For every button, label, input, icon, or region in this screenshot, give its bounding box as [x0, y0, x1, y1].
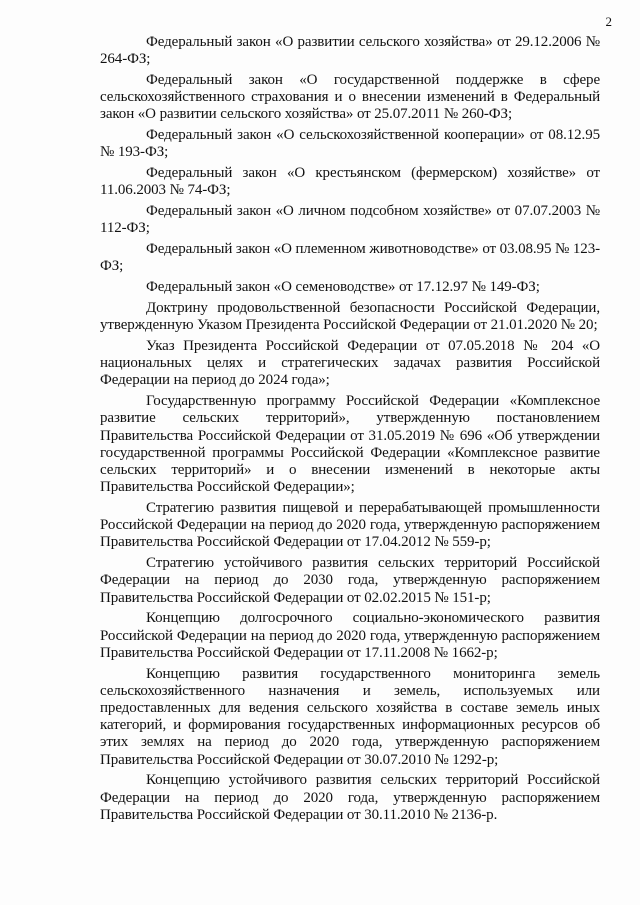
paragraph-law-farm-household: Федеральный закон «О крестьянском (фермерском) хозяйстве» от 11.06.2003 № 74-ФЗ; [100, 165, 600, 199]
paragraph-rural-sustainable-concept: Концепцию устойчивого развития сельских территорий Российской Федерации на период до 2020 года, утвержденную распоряжением Правительства Российской Федерации от 30.11.2010 № 2136-р. [100, 772, 600, 823]
paragraph-law-agri-cooperation: Федеральный закон «О сельскохозяйственной кооперации» от 08.12.95 № 193-ФЗ; [100, 127, 600, 161]
paragraph-rural-development-strategy: Стратегию устойчивого развития сельских территорий Российской Федерации на период до 2030 года, утвержденную распоряжением Правительства Российской Федерации от 02.02.2015 № 151-р; [100, 555, 600, 606]
paragraph-food-industry-strategy: Стратегию развития пищевой и перерабатывающей промышленности Российской Федерации на период до 2020 года, утвержденную распоряжением Правительства Российской Федерации от 17.04.2012 № 559-р; [100, 500, 600, 551]
paragraph-state-program-rural: Государственную программу Российской Федерации «Комплексное развитие сельских территорий», утвержденную постановлением Правительства Российской Федерации от 31.05.2019 № 696 «Об утверждении государственной программы Российской Федерации «Комплексное развитие сельских территорий» и о внесении изменений в некоторые акты Правительства Российской Федерации»; [100, 393, 600, 496]
paragraph-law-agri-insurance: Федеральный закон «О государственной поддержке в сфере сельскохозяйственного страхования и о внесении изменений в Федеральный закон «О развитии сельского хозяйства» от 25.07.2011 № 260-ФЗ; [100, 72, 600, 123]
page-number: 2 [605, 14, 612, 29]
paragraph-law-agriculture-development: Федеральный закон «О развитии сельского хозяйства» от 29.12.2006 № 264-ФЗ; [100, 34, 600, 68]
paragraph-law-seed-production: Федеральный закон «О семеноводстве» от 17.12.97 № 149-ФЗ; [146, 279, 540, 296]
paragraph-land-monitoring-concept: Концепцию развития государственного мониторинга земель сельскохозяйственного назначения и земель, используемых или предоставленных для ведения сельского хозяйства в составе земель иных категорий, и формирования государственных информационных ресурсов об этих землях на период до 2020 года, утвержденную распоряжением Правительства Российской Федерации от 30.07.2010 № 1292-р; [100, 665, 600, 768]
paragraph-long-term-concept: Концепцию долгосрочного социально-экономического развития Российской Федерации на период до 2020 года, утвержденную распоряжением Правительства Российской Федерации от 17.11.2008 № 1662-р; [100, 610, 600, 661]
paragraph-law-breeding-livestock: Федеральный закон «О племенном животноводстве» от 03.08.95 № 123-ФЗ; [100, 241, 600, 275]
paragraph-presidential-decree-204: Указ Президента Российской Федерации от 07.05.2018 № 204 «О национальных целях и стратегических задачах развития Российской Федерации на период до 2024 года»; [100, 338, 600, 389]
paragraph-law-personal-subsidiary-farm: Федеральный закон «О личном подсобном хозяйстве» от 07.07.2003 № 112-ФЗ; [100, 203, 600, 237]
document-body [100, 34, 600, 828]
paragraph-food-security-doctrine: Доктрину продовольственной безопасности Российской Федерации, утвержденную Указом Президента Российской Федерации от 21.01.2020 № 20; [100, 300, 600, 334]
